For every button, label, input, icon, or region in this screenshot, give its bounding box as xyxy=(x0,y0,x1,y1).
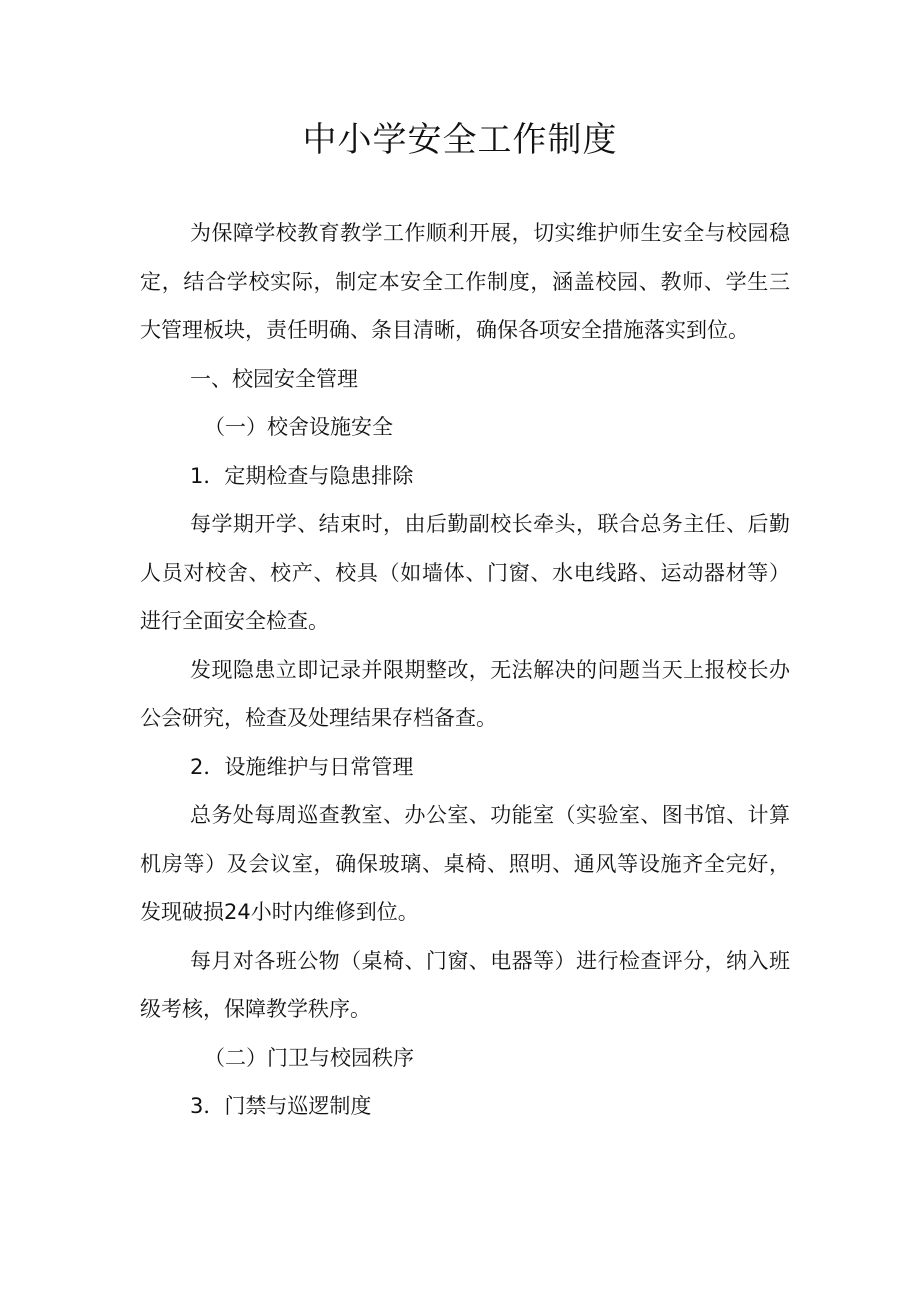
body-paragraph: 总务处每周巡查教室、办公室、功能室（实验室、图书馆、计算机房等）及会议室，确保玻璃、桌椅、照明、通风等设施齐全完好，发现破损24小时内维修到位。 xyxy=(140,803,790,924)
intro-paragraph: 为保障学校教育教学工作顺利开展，切实维护师生安全与校园稳定，结合学校实际，制定本安全工作制度，涵盖校园、教师、学生三大管理板块，责任明确、条目清晰，确保各项安全措施落实到位。 xyxy=(140,221,790,342)
subsection-heading: （一）校舍设施安全 xyxy=(204,415,393,439)
item-heading: 2．设施维护与日常管理 xyxy=(190,754,414,779)
section-heading: 一、校园安全管理 xyxy=(190,366,358,391)
item-heading: 1．定期检查与隐患排除 xyxy=(190,463,414,488)
body-paragraph: 发现隐患立即记录并限期整改，无法解决的问题当天上报校长办公会研究，检查及处理结果存档备查。 xyxy=(140,657,790,730)
subsection-heading: （二）门卫与校园秩序 xyxy=(204,1045,414,1070)
document-title: 中小学安全工作制度 xyxy=(302,120,618,160)
body-paragraph: 每学期开学、结束时，由后勤副校长牵头，联合总务主任、后勤人员对校舍、校产、校具（如墙体、门窗、水电线路、运动器材等）进行全面安全检查。 xyxy=(140,512,790,633)
document-body xyxy=(140,209,790,1131)
body-paragraph: 每月对各班公物（桌椅、门窗、电器等）进行检查评分，纳入班级考核，保障教学秩序。 xyxy=(140,948,790,1021)
item-heading: 3．门禁与巡逻制度 xyxy=(190,1094,372,1118)
